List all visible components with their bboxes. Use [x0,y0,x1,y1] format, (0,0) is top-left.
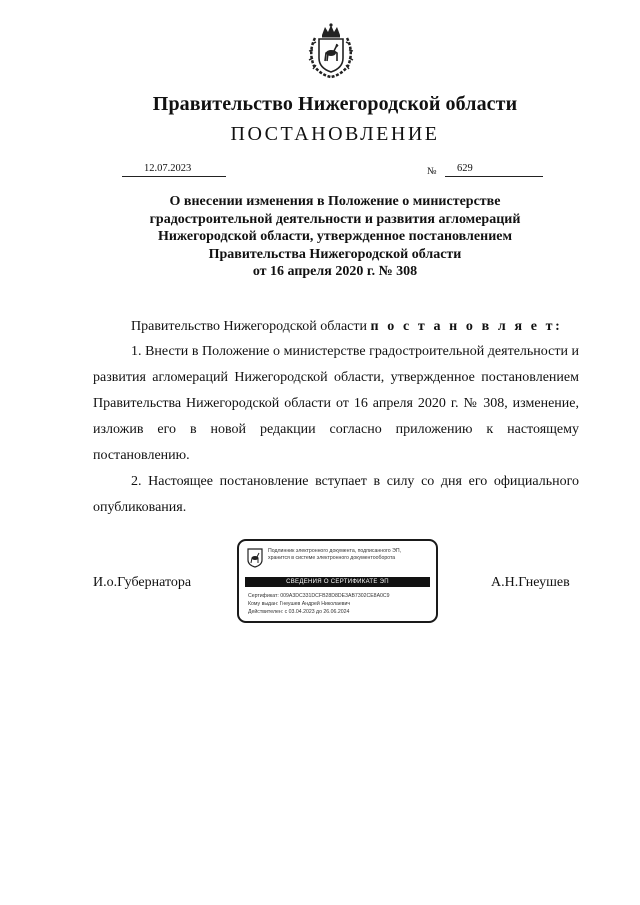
document-kind: ПОСТАНОВЛЕНИЕ [230,123,440,145]
stamp-owner: Кому выдан: Гнеушев Андрей Николаевич [248,600,351,607]
stamp-description-line: хранится в системе электронного документооборота [268,555,396,561]
intro-lead: Правительство Нижегородской области [131,319,367,334]
paragraph-2 [93,469,579,521]
coat-of-arms-icon [300,22,362,80]
signatory-name: А.Н.Гнеушев [491,575,570,590]
heading-line: Правительства Нижегородской области [208,246,462,262]
intro-resolves: п о с т а н о в л я е т: [370,319,563,334]
paragraph-1 [93,339,579,469]
signatory-position: И.о.Губернатора [93,575,192,590]
document-number: 629 [445,163,543,177]
stamp-description [268,548,436,562]
stamp-description-line: Подлинник электронного документа, подписанного ЭП, [268,548,402,554]
stamp-certificate: Сертификат: 009A3DC331DCFB28D8DE3AB7302CE8A0C9 [248,593,390,599]
stamp-certificate-info [248,593,434,616]
heading-line: Нижегородской области, утвержденное постановлением [157,229,513,244]
document-heading [0,193,640,281]
heading-line: от 16 апреля 2020 г. № 308 [252,264,418,279]
document-date: 12.07.2023 [122,163,226,177]
resolution-intro [131,314,562,340]
stamp-crest-icon [247,548,263,568]
electronic-signature-stamp [237,539,438,623]
stamp-header-bar: СВЕДЕНИЯ О СЕРТИФИКАТЕ ЭП [245,577,430,587]
number-sign: № [427,166,437,177]
paragraph-1-text: 1. Внести в Положение о министерстве градостроительной деятельности и развития агломераций Нижегородской области, утвержденное постановлением Правительства Нижегородской области от 16 апреля 2020 г. № 308, изменение, изложив его в новой редакции согласно приложению к настоящему постановлению. [93,344,579,463]
heading-line: О внесении изменения в Положение о министерстве [169,194,501,209]
government-title: Правительство Нижегородской области [152,93,518,115]
heading-line: градостроительной деятельности и развития агломераций [149,211,521,227]
stamp-validity: Действителен: с 03.04.2023 до 26.06.2024 [248,608,350,615]
paragraph-2-text: 2. Настоящее постановление вступает в силу со дня его официального опубликования. [93,474,579,515]
